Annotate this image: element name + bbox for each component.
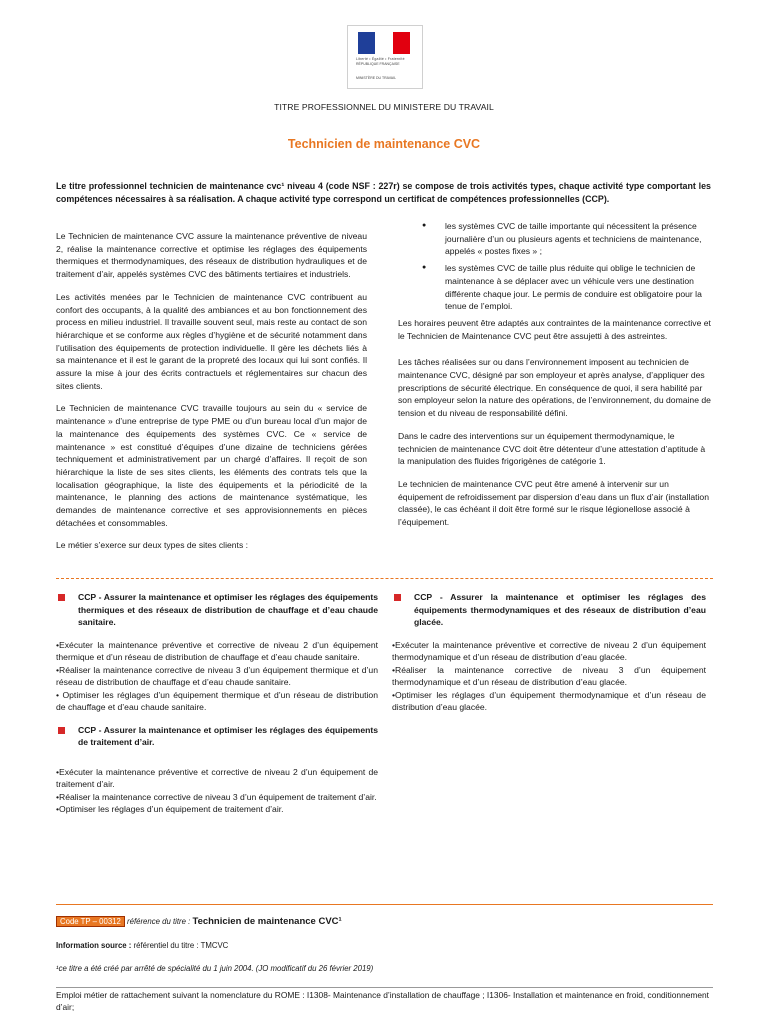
ccp-item: •Optimiser les réglages d’un équipement thermodynamique et d’un réseau de distribution d’eau glacée.	[392, 689, 706, 712]
paragraph: Le Technicien de maintenance CVC travaille toujours au sein du « service de maintenance » d’une entreprise de type PME ou d’un bureau local d’un major de la maintenance des équipements des systèmes CVC. Ce « service de maintenance » est constitué d’équipes d’une dizaine de techniciens gérées techniquement et administrativement par un chargé d’affaires. Il reçoit de son hiérarchique la liste de ses sites clients, les éléments des contrats tels que la localisation géographique, la liste des équipements et la périodicité de la maintenance, le planning des actions de maintenance systématique, les demandes de maintenance corrective et ses approvisionnements en pièces détachées et consommables.	[56, 403, 367, 528]
ccp-item: •Optimiser les réglages d’un équipement de traitement d’air.	[56, 804, 284, 814]
ccp-items	[56, 639, 378, 714]
ccp-title-text: CCP - Assurer la maintenance et optimiser les réglages des équipements de traitement d’air.	[78, 724, 378, 747]
paragraph: Le technicien de maintenance CVC peut être amené à intervenir sur un équipement de refroidissement par dispersion d’eau dans un flux d’air (installation classée), le cas échéant il doit être formé sur le risque légionellose associé à l’équipement.	[398, 478, 709, 528]
paragraph: Le Technicien de maintenance CVC assure la maintenance préventive de niveau 2, réalise la maintenance corrective et optimise les réglages des équipements thermiques et thermodynamiques, des réseaux de distribution hydrauliques et de traitement d’air, appelés systèmes CVC des bâtiments tertiaires et industriels.	[56, 231, 367, 280]
footer-divider	[56, 904, 713, 905]
ccp-title-text: CCP - Assurer la maintenance et optimiser les réglages des équipements thermodynamiques et des réseaux de distribution d’eau glacée.	[414, 592, 706, 627]
source-line	[56, 941, 228, 950]
code-tp-badge: Code TP – 00312	[56, 916, 125, 927]
divider	[56, 578, 713, 579]
ccp-left-column	[56, 591, 378, 816]
creation-note: ¹ce titre a été créé par arrêté de spécialité du 1 juin 2004. (JO modificatif du 26 février 2019)	[56, 964, 374, 973]
rome-line: Emploi métier de rattachement suivant la nomenclature du ROME : I1308- Maintenance d’installation de chauffage ; I1306- Installation et maintenance en froid, conditionnement d’air;	[56, 990, 710, 1012]
logo-motto: Liberté • Égalité • Fraternité	[356, 57, 405, 61]
ccp-title-text: CCP - Assurer la maintenance et optimiser les réglages des équipements thermiques et des réseaux de distribution de chauffage et d’eau chaude sanitaire.	[78, 592, 378, 627]
intro-paragraph: Le titre professionnel technicien de maintenance cvc¹ niveau 4 (code NSF : 227r) se compose de trois activités types, chaque activité type comportant les compétences nécessaires à sa réalisation. A chaque activité type correspond un certificat de compétences professionnelles (CCP).	[56, 181, 711, 204]
list-item: ● les systèmes CVC de taille importante qui nécessitent la présence journalière d’un ou plusieurs agents et techniciens de maintenance, appelés « postes fixes » ;	[398, 220, 712, 258]
footer-divider	[56, 987, 713, 988]
ccp-title	[56, 591, 378, 629]
ccp-title	[56, 724, 378, 749]
paragraph: Dans le cadre des interventions sur un équipement thermodynamique, le technicien de maintenance CVC doit être détenteur d’une attestation d’aptitude à la manipulation des fluides frigorigènes de catégorie 1.	[398, 430, 706, 467]
site-types-list	[398, 220, 712, 313]
page-title: Technicien de maintenance CVC	[287, 137, 481, 151]
paragraph: Les tâches réalisées sur ou dans l’environnement imposent au technicien de maintenance CVC, désigné par son employeur et après analyse, d’appliquer des prescriptions de sécurité électrique. En conséquence de quoi, il sera habilité par son employeur selon la nature des opérations, de l’environnement, du domaine de tension et du niveau de responsabilité défini.	[398, 357, 711, 419]
paragraph: Les horaires peuvent être adaptés aux contraintes de la maintenance corrective et le Technicien de Maintenance CVC peut être assujetti à des astreintes.	[398, 317, 711, 341]
ccp-item: • Optimiser les réglages d’un équipement thermique et d’un réseau de distribution de chauffage et d’eau chaude sanitaire.	[56, 689, 378, 712]
ref-title: Technicien de maintenance CVC¹	[192, 916, 342, 927]
ccp-title	[392, 591, 706, 629]
ccp-item: •Réaliser la maintenance corrective de niveau 3 d’un équipement de traitement d’air.	[56, 791, 377, 802]
source-value: référentiel du titre : TMCVC	[133, 941, 229, 950]
paragraph: Le métier s’exerce sur deux types de sites clients :	[56, 540, 249, 551]
red-square-bullet-icon	[58, 727, 65, 734]
ccp-items	[392, 639, 706, 714]
ccp-item: •Exécuter la maintenance préventive et corrective de niveau 2 d’un équipement thermodynamique et d’un réseau de distribution d’eau glacée.	[392, 639, 706, 662]
right-column	[398, 220, 712, 539]
title-reference-line	[56, 916, 342, 927]
list-item: ● les systèmes CVC de taille plus réduite qui oblige le technicien de maintenance à se déplacer avec un véhicule vers une destination différente chaque jour. Le permis de conduire est obligatoire pour la tenue de l’emploi.	[398, 262, 712, 313]
red-square-bullet-icon	[58, 594, 65, 601]
marianne-flag-icon	[358, 32, 410, 54]
logo-ministry: MINISTÈRE DU TRAVAIL	[356, 76, 397, 80]
ref-label: référence du titre :	[127, 917, 191, 926]
logo-republic: RÉPUBLIQUE FRANÇAISE	[356, 62, 400, 66]
paragraph: Les activités menées par le Technicien de maintenance CVC contribuent au confort des occupants, à la qualité des ambiances et au bon fonctionnement des process en milieu industriel. Il travaille souvent seul, mais reste au contact de son hiérarchique et se conforme aux règles d’hygiène et de sécurité notamment dans l’utilisation des équipements de protection individuelle. Il gère les déchets liés à sa maintenance et il est le garant de la propreté des locaux qui lui sont confiés. Il assure la mise à jour des écrits contractuels et réglementaires sur chacun des sites clients.	[56, 291, 367, 391]
republic-logo	[347, 25, 423, 89]
ccp-item: •Exécuter la maintenance préventive et corrective de niveau 2 d’un équipement thermique et d’un réseau de distribution de chauffage et d’eau chaude sanitaire.	[56, 639, 378, 662]
ccp-item: •Réaliser la maintenance corrective de niveau 3 d’un équipement thermodynamique et d’un réseau de distribution d’eau glacée.	[392, 664, 706, 687]
ministry-title: TITRE PROFESSIONNEL DU MINISTERE DU TRAVAIL	[274, 102, 494, 112]
ccp-item: •Réaliser la maintenance corrective de niveau 3 d’un équipement thermique et d’un réseau de distribution de chauffage et d’eau chaude sanitaire.	[56, 664, 378, 687]
source-label: Information source :	[56, 941, 132, 950]
ccp-right-column	[392, 591, 706, 714]
ccp-item: •Exécuter la maintenance préventive et corrective de niveau 2 d’un équipement de traitement d’air.	[56, 766, 378, 789]
ccp-items	[56, 766, 378, 816]
left-column	[56, 230, 367, 562]
red-square-bullet-icon	[394, 594, 401, 601]
